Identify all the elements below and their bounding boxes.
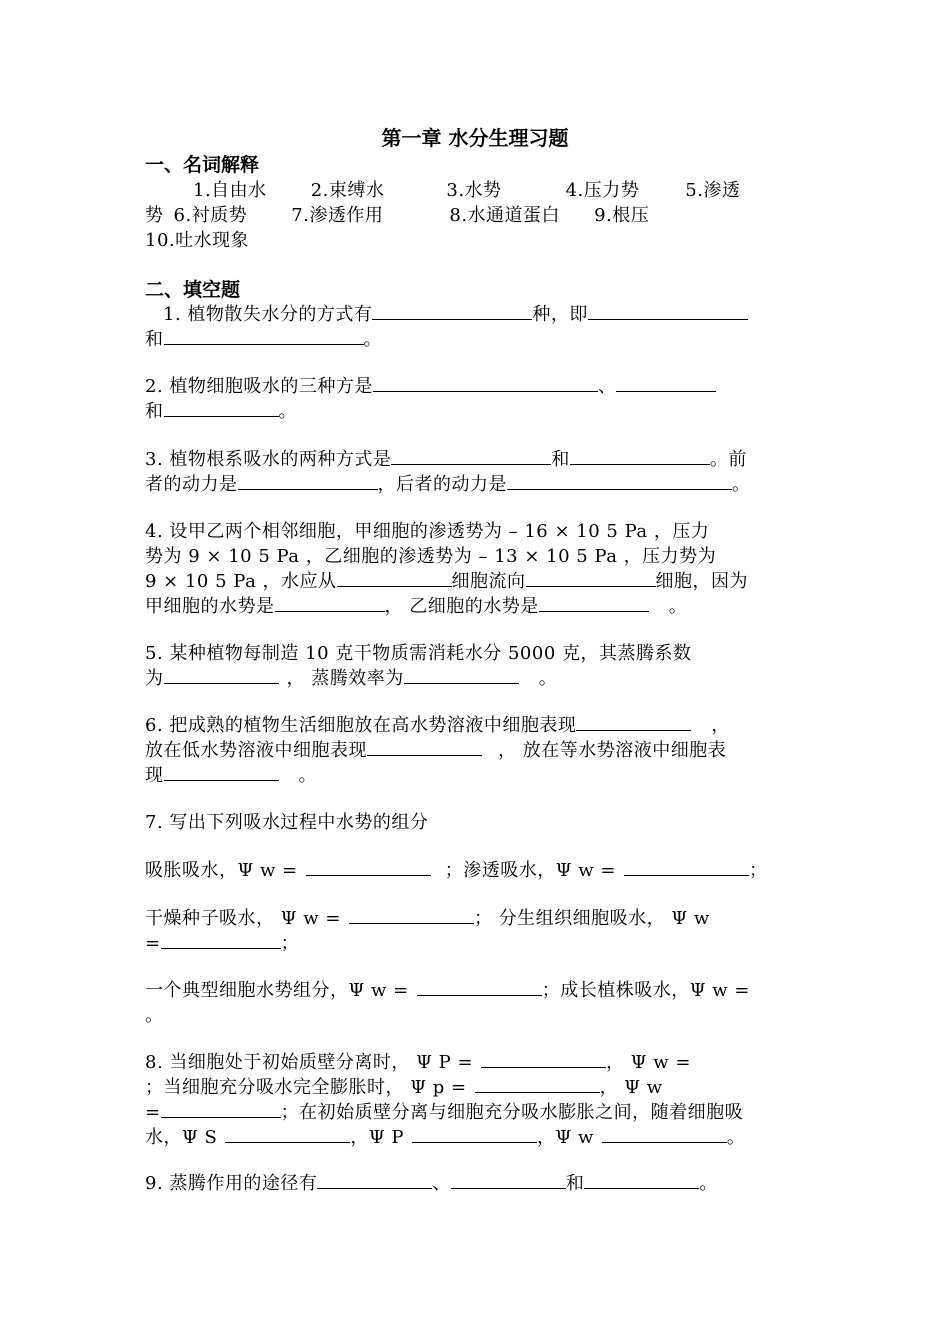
q6-blank-1[interactable] (576, 712, 691, 731)
q2-blank-1[interactable] (373, 373, 598, 392)
q9-blank-3[interactable] (584, 1170, 699, 1189)
q7-blank-3[interactable] (349, 905, 474, 924)
q8-blank-4[interactable] (225, 1124, 350, 1143)
q4-line-3: 9 × 10 5 Pa ，水应从 细胞流向 细胞，因为 (145, 567, 748, 593)
q4-blank-3[interactable] (275, 593, 385, 612)
page-title: 第一章 水分生理习题 (381, 126, 569, 150)
q1-blank-1[interactable] (372, 301, 532, 320)
q6-blank-2[interactable] (367, 737, 482, 756)
section1-heading: 一、名词解释 (145, 154, 260, 176)
q3-line-2: 者的动力是 ，后者的动力是 。 (145, 470, 751, 496)
q9-blank-1[interactable] (317, 1170, 432, 1189)
q4-blank-4[interactable] (539, 593, 649, 612)
q6-line-1: 6. 把成熟的植物生活细胞放在高水势溶液中细胞表现 ， (145, 711, 730, 737)
q2-blank-2[interactable] (616, 373, 716, 392)
q4-blank-1[interactable] (337, 568, 452, 587)
q1-line-2: 和 。 (145, 325, 382, 351)
q8-line-b: ；当细胞充分吸水完全膨胀时， Ψ p = ， Ψ w (145, 1073, 663, 1099)
term-2: 2.束缚水 (310, 180, 385, 201)
term-6: 6.衬质势 (173, 205, 248, 226)
q5-line-2: 为 ， 蒸腾效率为 。 (145, 664, 557, 690)
term-5-cont: 势 (145, 205, 164, 226)
q4-blank-2[interactable] (526, 568, 656, 587)
term-10: 10.吐水现象 (145, 230, 250, 251)
q3-blank-4[interactable] (507, 471, 732, 490)
q7-line-c: 一个典型细胞水势组分，Ψ w = ；成长植株吸水，Ψ w = (145, 976, 750, 1002)
q7-blank-4[interactable] (161, 930, 281, 949)
q8-blank-5[interactable] (412, 1124, 537, 1143)
section2-heading: 二、填空题 (145, 279, 241, 301)
q8-line-d: 水，Ψ S ，Ψ P ，Ψ w 。 (145, 1123, 745, 1149)
q7-intro: 7. 写出下列吸水过程中水势的组分 (145, 812, 429, 833)
q7-line-a: 吸胀吸水，Ψ w = ；渗透吸水，Ψ w = ； (145, 856, 767, 882)
terms-line-1 (193, 176, 740, 202)
q8-line-c: = ；在初始质壁分离与细胞充分吸水膨胀之间，随着细胞吸 (145, 1098, 743, 1124)
q6-line-2: 放在低水势溶液中细胞表现 ， 放在等水势溶液中细胞表 (145, 736, 726, 762)
q8-line-a: 8. 当细胞处于初始质壁分离时， Ψ P = ， Ψ w = (145, 1048, 691, 1074)
q5-line-1: 5. 某种植物每制造 10 克干物质需消耗水分 5000 克，其蒸腾系数 (145, 643, 692, 664)
q7-blank-5[interactable] (417, 977, 542, 996)
q8-blank-1[interactable] (481, 1049, 606, 1068)
term-7: 7.渗透作用 (291, 205, 384, 226)
q1-blank-3[interactable] (164, 326, 364, 345)
q6-blank-3[interactable] (164, 762, 279, 781)
q7-blank-1[interactable] (306, 857, 431, 876)
q3-line-1: 3. 植物根系吸水的两种方式是 和 。前 (145, 445, 747, 471)
q3-blank-2[interactable] (570, 446, 710, 465)
term-9: 9.根压 (594, 205, 650, 226)
q9-line: 9. 蒸腾作用的途径有 、 和 。 (145, 1169, 718, 1195)
q8-blank-6[interactable] (602, 1124, 727, 1143)
q3-blank-3[interactable] (238, 471, 378, 490)
q1-blank-2[interactable] (588, 301, 748, 320)
q4-line-4: 甲细胞的水势是 ， 乙细胞的水势是 。 (145, 592, 687, 618)
term-5: 5.渗透 (685, 180, 741, 201)
q8-blank-2[interactable] (475, 1074, 600, 1093)
q7-blank-2[interactable] (624, 857, 749, 876)
q1-line-1: 1. 植物散失水分的方式有 种，即 (163, 300, 748, 326)
term-8: 8.水通道蛋白 (449, 205, 561, 226)
q7-line-b2: = ； (145, 929, 299, 955)
terms-line-3 (145, 226, 249, 252)
term-4: 4.压力势 (565, 180, 640, 201)
q5-blank-2[interactable] (404, 665, 519, 684)
q3-blank-1[interactable] (391, 446, 551, 465)
q6-line-3: 现 。 (145, 761, 317, 787)
q7-line-b: 干燥种子吸水， Ψ w = ； 分生组织细胞吸水， Ψ w (145, 904, 710, 930)
term-3: 3.水势 (446, 180, 502, 201)
term-1: 1.自由水 (193, 180, 267, 201)
q9-blank-2[interactable] (451, 1170, 566, 1189)
q7-line-c2: 。 (145, 1005, 164, 1026)
q5-blank-1[interactable] (164, 665, 279, 684)
q8-blank-3[interactable] (161, 1099, 281, 1118)
terms-line-2 (145, 201, 649, 227)
q2-line-2: 和 。 (145, 397, 297, 423)
q2-line-1: 2. 植物细胞吸水的三种方是 、 (145, 372, 716, 398)
q2-blank-3[interactable] (164, 398, 279, 417)
q4-line-2: 势为 9 × 10 5 Pa ，乙细胞的渗透势为 – 13 × 10 5 Pa ，压力势为 (145, 546, 717, 567)
q4-line-1: 4. 设甲乙两个相邻细胞，甲细胞的渗透势为 – 16 × 10 5 Pa ，压力 (145, 521, 710, 542)
